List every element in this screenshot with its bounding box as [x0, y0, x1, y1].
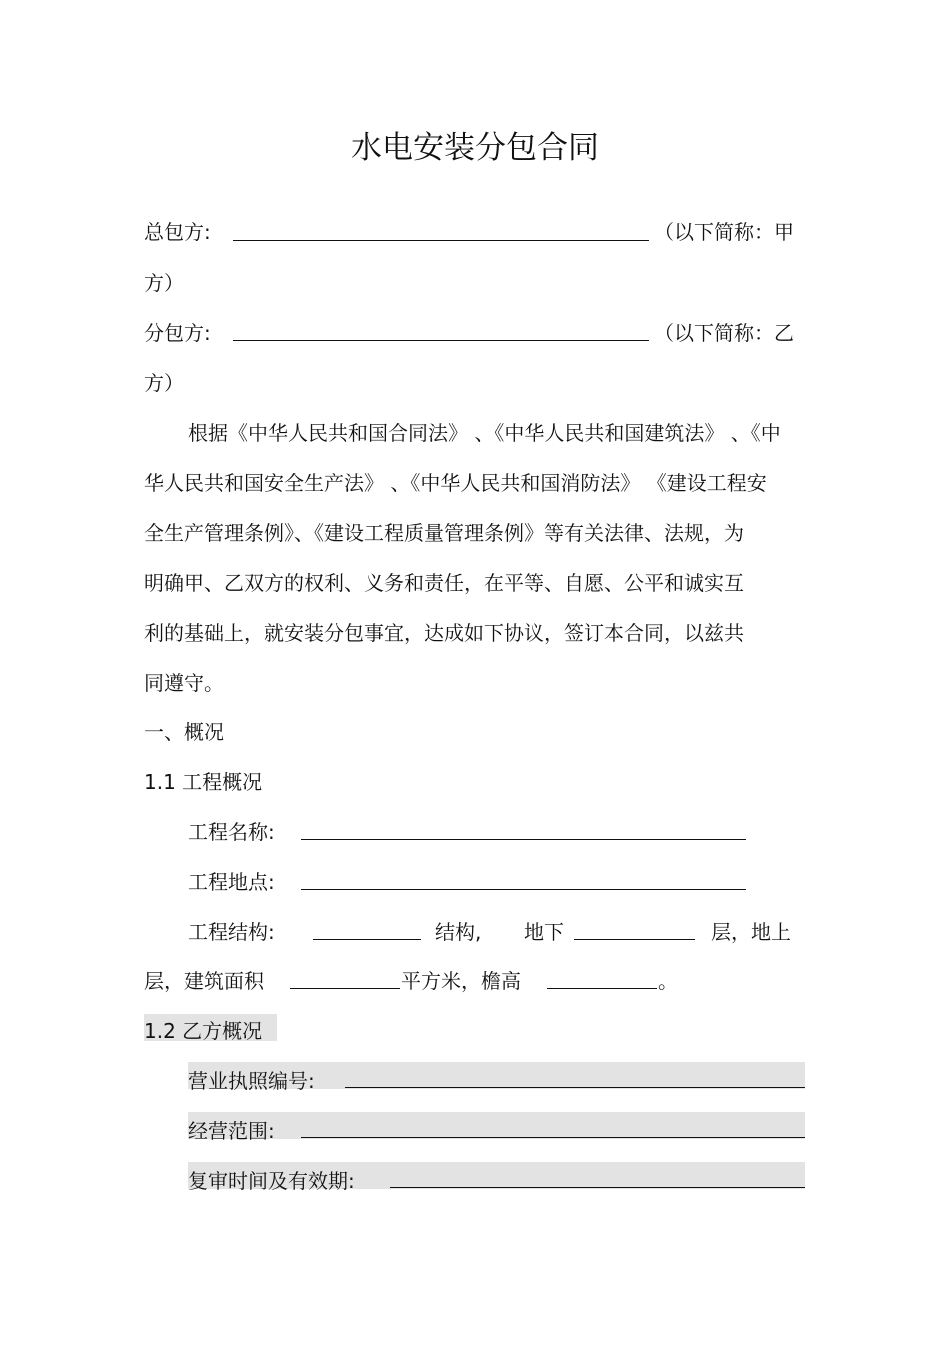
project-name-blank[interactable]	[301, 839, 746, 840]
underground-floors-blank[interactable]	[574, 939, 695, 940]
structure-label: 工程结构:	[188, 920, 275, 944]
floor-area-label: 层，建筑面积	[144, 969, 264, 993]
floors-above-label: 层，地上	[711, 920, 791, 944]
business-scope-blank[interactable]	[301, 1137, 805, 1138]
business-scope-label: 经营范围:	[188, 1119, 275, 1143]
document-title: 水电安装分包合同	[351, 130, 599, 166]
preamble-line: 华人民共和国安全生产法》 、《中华人民共和国消防法》 《建设工程安	[144, 471, 767, 495]
main-contractor-suffix-cont: 方）	[144, 271, 184, 295]
review-period-blank[interactable]	[390, 1187, 805, 1188]
preamble-line: 利的基础上，就安装分包事宜，达成如下协议，签订本合同，以兹共	[144, 621, 744, 645]
subcontractor-suffix-cont: 方）	[144, 371, 184, 395]
subsection-heading: 1.1 工程概况	[144, 770, 263, 794]
subcontractor-blank[interactable]	[233, 340, 649, 341]
preamble-line: 全生产管理条例》、《建设工程质量管理条例》等有关法律、法规，为	[144, 521, 744, 545]
preamble-line: 明确甲、乙双方的权利、义务和责任，在平等、自愿、公平和诚实互	[144, 571, 744, 595]
project-location-label: 工程地点:	[188, 870, 275, 894]
preamble-line: 同遵守。	[144, 671, 224, 695]
project-location-blank[interactable]	[301, 889, 746, 890]
structure-type-blank[interactable]	[313, 939, 421, 940]
underground-label: 地下	[524, 920, 564, 944]
preamble-line: 根据《中华人民共和国合同法》 、《中华人民共和国建筑法》 、《中	[188, 421, 781, 445]
main-contractor-blank[interactable]	[233, 240, 649, 241]
review-period-label: 复审时间及有效期:	[188, 1169, 355, 1193]
eave-height-blank[interactable]	[547, 988, 657, 989]
subcontractor-label: 分包方:	[144, 321, 211, 345]
project-name-label: 工程名称:	[188, 820, 275, 844]
subcontractor-suffix: （以下简称：乙	[654, 321, 794, 345]
field-highlight	[188, 1112, 805, 1139]
subsection-heading: 1.2 乙方概况	[144, 1019, 263, 1043]
sentence-end: 。	[658, 969, 678, 993]
sqm-label: 平方米，檐高	[401, 969, 521, 993]
license-number-blank[interactable]	[345, 1087, 805, 1088]
main-contractor-suffix: （以下简称：甲	[654, 220, 794, 244]
section-heading: 一、概况	[144, 720, 224, 744]
floor-area-blank[interactable]	[290, 988, 400, 989]
structure-word: 结构,	[435, 920, 482, 944]
main-contractor-label: 总包方:	[144, 220, 211, 244]
license-number-label: 营业执照编号:	[188, 1069, 315, 1093]
